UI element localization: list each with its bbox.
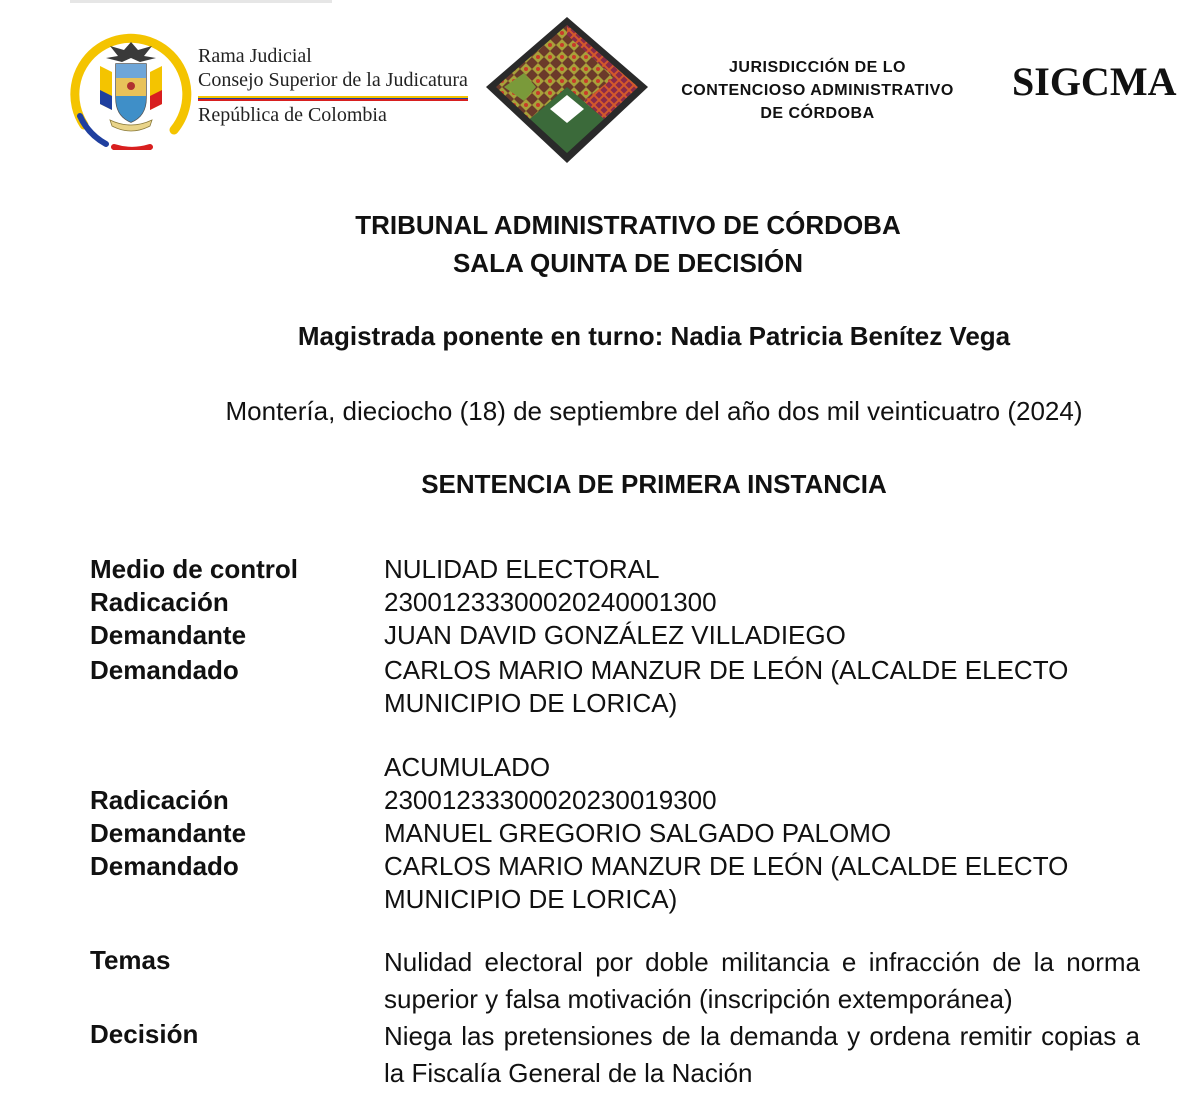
court-title-line-1: TRIBUNAL ADMINISTRATIVO DE CÓRDOBA <box>355 210 901 240</box>
acum-row-radicacion <box>90 784 1140 817</box>
case-label: Demandado <box>90 655 239 685</box>
colombia-coat-of-arms-logo <box>66 20 196 150</box>
case-label: Radicación <box>90 785 229 815</box>
case-value: NULIDAD ELECTORAL <box>384 554 660 584</box>
court-title-line-2: SALA QUINTA DE DECISIÓN <box>452 248 804 278</box>
jurisdiccion-line-1: JURISDICCIÓN DE LO <box>728 59 906 76</box>
case-row-demandante <box>90 619 1140 652</box>
case-row-medio <box>90 553 1140 586</box>
case-value: CARLOS MARIO MANZUR DE LEÓN (ALCALDE ELECTO MUNICIPIO DE LORICA) <box>384 851 1069 914</box>
rama-line-2: Consejo Superior de la Judicatura <box>198 69 468 91</box>
jurisdiccion-line-2: CONTENCIOSO ADMINISTRATIVO <box>681 82 954 99</box>
sigcma-label: SIGCMA <box>1012 59 1177 104</box>
case-details <box>90 553 1140 1092</box>
temas-label: Temas <box>90 945 171 975</box>
decision-value: Niega las pretensiones de la demanda y ordena remitir copias a la Fiscalía General de la Nación <box>384 1021 1140 1088</box>
magistrada-ponente: Magistrada ponente en turno: Nadia Patricia Benítez Vega <box>297 321 1011 351</box>
case-label: Demandante <box>90 620 247 650</box>
case-value: 23001233300020230019300 <box>384 785 717 815</box>
decision-row <box>90 1018 1140 1092</box>
fecha-lugar: Montería, dieciocho (18) de septiembre del año dos mil veinticuatro (2024) <box>225 396 1083 426</box>
sentencia-title: SENTENCIA DE PRIMERA INSTANCIA <box>421 469 887 499</box>
jurisdiccion-line-3: DE CÓRDOBA <box>760 105 875 122</box>
jurisdiccion-emblem-logo <box>484 15 650 165</box>
acum-row-demandado <box>90 850 1140 916</box>
temas-row <box>90 944 1140 1018</box>
rama-line-1: Rama Judicial <box>198 45 312 67</box>
rama-judicial-wordmark <box>198 44 468 127</box>
case-row-demandado <box>90 654 1140 720</box>
court-title <box>0 206 1200 282</box>
case-label: Demandado <box>90 851 239 881</box>
top-divider <box>70 0 332 3</box>
case-value: MANUEL GREGORIO SALGADO PALOMO <box>384 818 892 848</box>
case-row-radicacion <box>90 586 1140 619</box>
document-header <box>0 0 1200 170</box>
tricolor-underline <box>198 96 468 101</box>
case-value: 23001233300020240001300 <box>384 587 717 617</box>
case-value: CARLOS MARIO MANZUR DE LEÓN (ALCALDE ELECTO MUNICIPIO DE LORICA) <box>384 655 1069 718</box>
case-value: JUAN DAVID GONZÁLEZ VILLADIEGO <box>384 620 846 650</box>
acumulado-row <box>90 751 1140 784</box>
case-label: Medio de control <box>90 554 298 584</box>
rama-line-3: República de Colombia <box>198 104 387 126</box>
case-label: Demandante <box>90 818 247 848</box>
acum-row-demandante <box>90 817 1140 850</box>
case-label: Radicación <box>90 587 229 617</box>
jurisdiccion-heading <box>655 56 980 125</box>
acumulado-title: ACUMULADO <box>384 752 551 782</box>
temas-value: Nulidad electoral por doble militancia e infracción de la norma superior y falsa motivación (inscripción extemporánea) <box>384 947 1140 1014</box>
decision-label: Decisión <box>90 1019 199 1049</box>
